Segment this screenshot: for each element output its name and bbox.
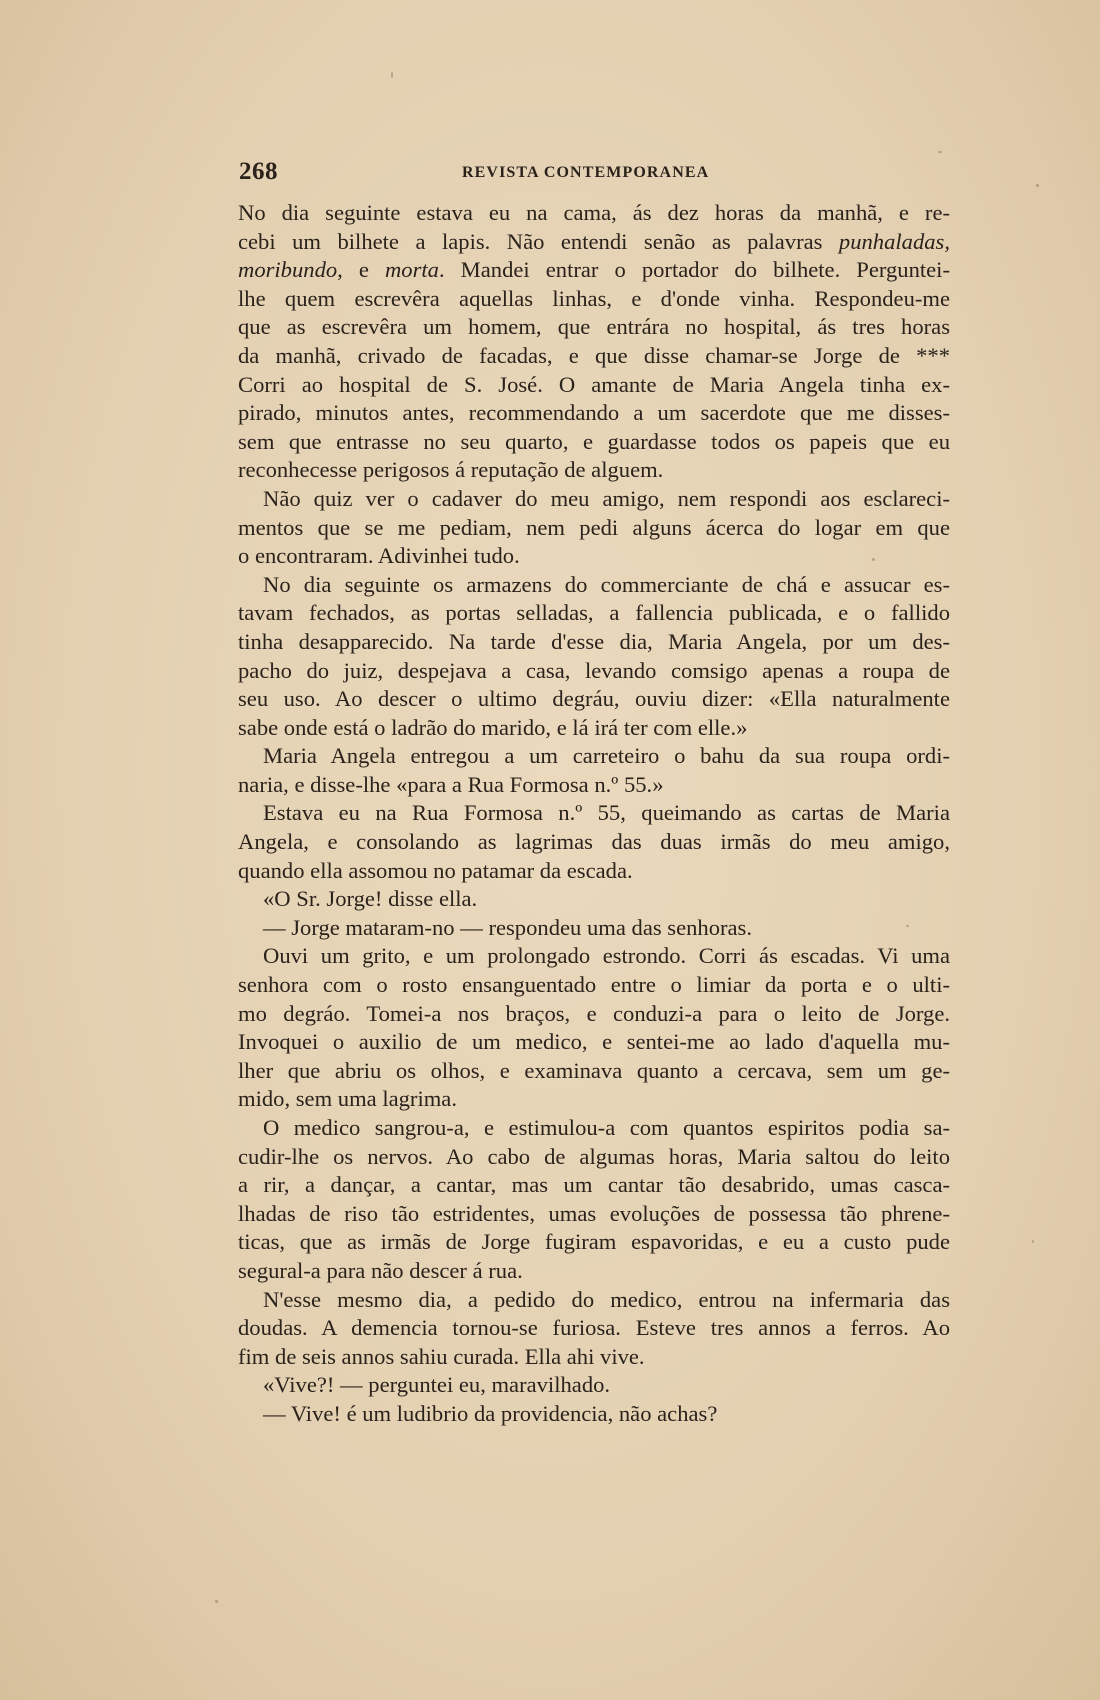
text-segment: N'esse mesmo dia, a pedido do medico, entrou na infermaria das bbox=[263, 1286, 950, 1312]
text-segment: naria, e disse-lhe «para a Rua Formosa n.º 55.» bbox=[238, 771, 664, 797]
text-segment: Não quiz ver o cadaver do meu amigo, nem respondi aos esclareci- bbox=[263, 485, 950, 511]
text-segment: doudas. A demencia tornou-se furiosa. Esteve tres annos a ferros. Ao bbox=[238, 1315, 950, 1341]
text-line bbox=[238, 1200, 950, 1229]
text-line bbox=[238, 1028, 950, 1057]
text-line bbox=[238, 628, 950, 657]
text-line bbox=[238, 799, 950, 828]
text-segment: «O Sr. Jorge! disse ella. bbox=[263, 886, 478, 912]
text-segment: mido, sem uma lagrima. bbox=[238, 1086, 457, 1112]
text-segment: lhadas de riso tão estridentes, umas evoluções de possessa tão phrene- bbox=[238, 1200, 950, 1226]
text-segment: , e bbox=[337, 257, 385, 283]
text-line bbox=[238, 828, 950, 857]
text-line bbox=[238, 571, 950, 600]
text-line bbox=[238, 256, 950, 285]
text-line bbox=[238, 657, 950, 686]
text-segment: a rir, a dançar, a cantar, mas um cantar tão desabrido, umas casca- bbox=[238, 1172, 950, 1198]
text-segment: Invoquei o auxilio de um medico, e sentei-me ao lado d'aquella mu- bbox=[238, 1029, 950, 1055]
text-line bbox=[238, 313, 950, 342]
text-line bbox=[238, 199, 950, 228]
italic-segment: morta bbox=[384, 257, 439, 283]
text-segment: mo degráo. Tomei-a nos braços, e conduzi-a para o leito de Jorge. bbox=[238, 1000, 950, 1026]
text-segment: que as escrevêra um homem, que entrára no hospital, ás tres horas bbox=[238, 314, 950, 340]
text-line bbox=[238, 1343, 950, 1372]
text-line bbox=[238, 857, 950, 886]
text-line bbox=[238, 914, 950, 943]
text-line bbox=[238, 1371, 950, 1400]
text-line bbox=[238, 456, 950, 485]
text-segment: Maria Angela entregou a um carreteiro o bahu da sua roupa ordi- bbox=[263, 743, 950, 769]
text-segment: lher que abriu os olhos, e examinava quanto a cercava, sem um ge- bbox=[238, 1057, 950, 1083]
text-segment: Angela, e consolando as lagrimas das duas irmãs do meu amigo, bbox=[238, 829, 950, 855]
text-segment: Ouvi um grito, e um prolongado estrondo. Corri ás escadas. Vi uma bbox=[263, 943, 950, 969]
text-line bbox=[238, 1000, 950, 1029]
text-segment: «Vive?! — perguntei eu, maravilhado. bbox=[263, 1372, 611, 1398]
text-line bbox=[238, 1085, 950, 1114]
text-segment: fim de seis annos sahiu curada. Ella ahi vive. bbox=[238, 1343, 645, 1369]
text-line bbox=[238, 342, 950, 371]
text-segment: pirado, minutos antes, recommendando a um sacerdote que me disses- bbox=[238, 400, 950, 426]
text-segment: . Mandei entrar o portador do bilhete. Perguntei- bbox=[438, 257, 950, 283]
running-head: REVISTA CONTEMPORANEA bbox=[462, 164, 710, 181]
text-line bbox=[238, 399, 950, 428]
text-segment: quando ella assomou no patamar da escada. bbox=[238, 857, 633, 883]
text-line bbox=[238, 1286, 950, 1315]
paper-speck bbox=[391, 72, 393, 78]
text-segment: sem que entrasse no seu quarto, e guardasse todos os papeis que eu bbox=[238, 428, 950, 454]
text-line bbox=[238, 771, 950, 800]
text-segment: seu uso. Ao descer o ultimo degráu, ouviu dizer: «Ella naturalmente bbox=[238, 686, 950, 712]
text-line bbox=[238, 714, 950, 743]
text-segment: cudir-lhe os nervos. Ao cabo de algumas horas, Maria saltou do leito bbox=[238, 1143, 950, 1169]
text-line bbox=[238, 542, 950, 571]
text-line bbox=[238, 1314, 950, 1343]
text-line bbox=[238, 971, 950, 1000]
text-line bbox=[238, 228, 950, 257]
text-segment: Corri ao hospital de S. José. O amante de Maria Angela tinha ex- bbox=[238, 371, 950, 397]
text-line bbox=[238, 428, 950, 457]
italic-segment: punhaladas, bbox=[838, 228, 950, 254]
page-header bbox=[239, 158, 939, 190]
page-number: 268 bbox=[239, 158, 278, 185]
text-line bbox=[238, 1057, 950, 1086]
text-line bbox=[238, 371, 950, 400]
paper-speck bbox=[215, 1600, 218, 1603]
text-line bbox=[238, 1171, 950, 1200]
body-text bbox=[238, 199, 950, 1429]
text-segment: O medico sangrou-a, e estimulou-a com quantos espiritos podia sa- bbox=[263, 1115, 950, 1140]
text-segment: No dia seguinte os armazens do commerciante de chá e assucar es- bbox=[263, 571, 950, 597]
text-line bbox=[238, 1400, 950, 1429]
text-segment: — Vive! é um ludibrio da providencia, não achas? bbox=[263, 1400, 718, 1426]
text-line bbox=[238, 514, 950, 543]
text-line bbox=[238, 942, 950, 971]
text-line bbox=[238, 1114, 950, 1143]
text-segment: ticas, que as irmãs de Jorge fugiram espavoridas, e eu a custo pude bbox=[238, 1229, 950, 1255]
text-line bbox=[238, 599, 950, 628]
paper-speck bbox=[1036, 184, 1039, 187]
text-line bbox=[238, 485, 950, 514]
text-segment: da manhã, crivado de facadas, e que disse chamar-se Jorge de *** bbox=[238, 342, 950, 368]
text-line bbox=[238, 685, 950, 714]
text-line bbox=[238, 285, 950, 314]
text-segment: sabe onde está o ladrão do marido, e lá irá ter com elle.» bbox=[238, 714, 748, 740]
text-segment: Estava eu na Rua Formosa n.º 55, queimando as cartas de Maria bbox=[263, 800, 950, 826]
text-segment: — Jorge mataram-no — respondeu uma das senhoras. bbox=[263, 914, 752, 940]
text-segment: No dia seguinte estava eu na cama, ás dez horas da manhã, e re- bbox=[238, 200, 950, 225]
text-line bbox=[238, 885, 950, 914]
text-line bbox=[238, 1143, 950, 1172]
italic-segment: moribundo bbox=[238, 257, 338, 283]
paper-speck bbox=[938, 151, 942, 153]
text-segment: tavam fechados, as portas selladas, a fallencia publicada, e o fallido bbox=[238, 600, 950, 626]
text-line bbox=[238, 1257, 950, 1286]
text-segment: mentos que se me pediam, nem pedi alguns ácerca do logar em que bbox=[238, 514, 950, 540]
text-segment: senhora com o rosto ensanguentado entre o limiar da porta e o ulti- bbox=[238, 972, 950, 998]
text-segment: pacho do juiz, despejava a casa, levando comsigo apenas a roupa de bbox=[238, 657, 950, 683]
text-segment: cebi um bilhete a lapis. Não entendi senão as palavras bbox=[238, 228, 839, 254]
text-segment: reconhecesse perigosos á reputação de alguem. bbox=[238, 457, 664, 483]
paper-speck bbox=[1032, 1240, 1034, 1243]
text-segment: o encontraram. Adivinhei tudo. bbox=[238, 543, 520, 569]
text-segment: lhe quem escrevêra aquellas linhas, e d'onde vinha. Respondeu-me bbox=[238, 285, 950, 311]
text-segment: tinha desapparecido. Na tarde d'esse dia, Maria Angela, por um des- bbox=[238, 628, 950, 654]
text-segment: segural-a para não descer á rua. bbox=[238, 1257, 523, 1283]
text-line bbox=[238, 742, 950, 771]
text-line bbox=[238, 1228, 950, 1257]
